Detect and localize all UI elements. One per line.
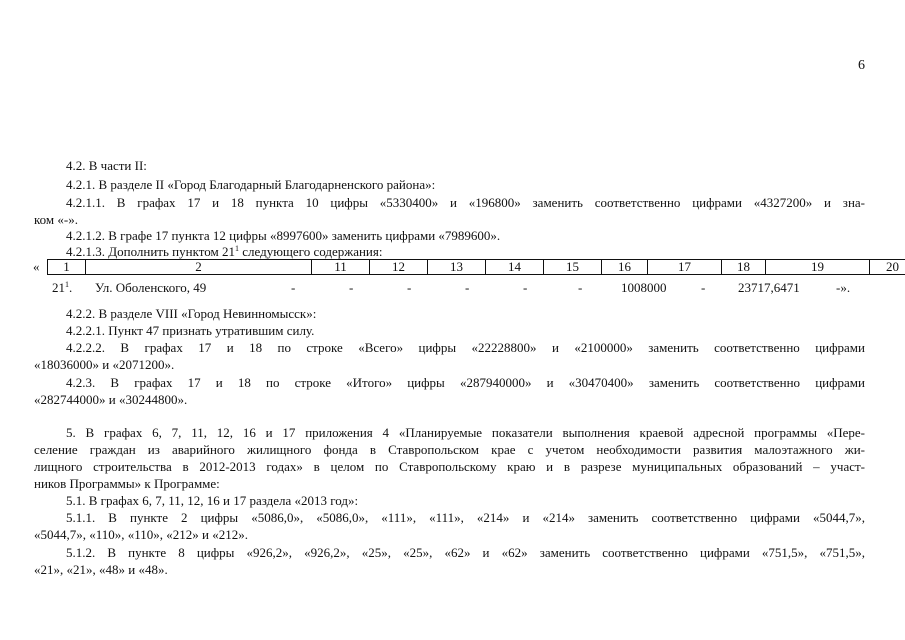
paragraph-5-line4: ников Программы» к Программе: (34, 476, 220, 491)
column-header: 16 (602, 260, 648, 275)
page-number: 6 (858, 58, 865, 73)
row-number: $21^1$. (52, 280, 73, 295)
column-header: 19 (766, 260, 870, 275)
column-header: 2 (86, 260, 312, 275)
paragraph-5-line3: лищного строительства в 2012-2013 годах» в целом по Ставропольскому краю и в разрезе муниципальных образований – участ- (34, 459, 865, 474)
paragraph-4-2-2: 4.2.2. В разделе VIII «Город Невинномысск»: (66, 306, 317, 321)
paragraph-4-2-1-2: 4.2.1.2. В графе 17 пункта 12 цифры «8997600» заменить цифрами «7989600». (66, 228, 501, 243)
table-open-quote: « (33, 259, 40, 274)
paragraph-4-2-3-line1: 4.2.3. В графах 17 и 18 по строке «Итого» цифры «287940000» и «30470400» заменить соответственно цифрами (66, 375, 865, 390)
cell-col-16: - (578, 280, 583, 295)
column-number-header-table (47, 259, 905, 275)
column-header: 12 (370, 260, 428, 275)
paragraph-5-1-1-line2: «5044,7», «110», «110», «212» и «212». (34, 527, 248, 542)
paragraph-5-1-2-line1: 5.1.2. В пункте 8 цифры «926,2», «926,2», «25», «25», «62» и «62» заменить соответственно цифрами «751,5», «751,5», (66, 545, 865, 560)
column-header: 17 (648, 260, 722, 275)
paragraph-5-1: 5.1. В графах 6, 7, 11, 12, 16 и 17 раздела «2013 год»: (66, 493, 359, 508)
cell-col-13: - (407, 280, 412, 295)
cell-col-20: -». (836, 280, 851, 295)
paragraph-5-line2: селение граждан из аварийного жилищного фонда в Ставропольском крае с учетом необходимости развития малоэтажного жи- (34, 442, 865, 457)
column-header: 15 (544, 260, 602, 275)
cell-col-18: - (701, 280, 706, 295)
column-header: 1 (48, 260, 86, 275)
paragraph-4-2-3-line2: «282744000» и «30244800». (34, 392, 188, 407)
paragraph-4-2-1-3 (34, 243, 865, 260)
table-header-row (48, 260, 905, 275)
paragraph-4-2-2-2-line1: 4.2.2.2. В графах 17 и 18 по строке «Всего» цифры «22228800» и «2100000» заменить соответственно цифрами (66, 340, 865, 355)
superscript: 1 (65, 280, 69, 289)
column-header: 11 (312, 260, 370, 275)
cell-col-19: 23717,6471 (738, 280, 800, 295)
cell-col-15: - (523, 280, 528, 295)
row-address: Ул. Оболенского, 49 (95, 280, 207, 295)
paragraph-4-2-1-3-tail: следующего содержания: (238, 244, 383, 259)
column-header: 14 (486, 260, 544, 275)
paragraph-5-line1: 5. В графах 6, 7, 11, 12, 16 и 17 приложения 4 «Планируемые показатели выполнения краевой адресной программы «Пере- (66, 425, 865, 440)
cell-col-12: - (349, 280, 354, 295)
paragraph-4-2-2-2-line2: «18036000» и «2071200». (34, 357, 175, 372)
column-header: 18 (722, 260, 766, 275)
paragraph-4-2: 4.2. В части II: (66, 158, 147, 173)
cell-col-14: - (465, 280, 470, 295)
paragraph-4-2-1-1-line1: 4.2.1.1. В графах 17 и 18 пункта 10 цифры «5330400» и «196800» заменить соответственно цифрами «4327200» и зна- (66, 195, 865, 210)
paragraph-5-1-2-line2: «21», «21», «48» и «48». (34, 562, 168, 577)
column-header: 20 (870, 260, 905, 275)
paragraph-5-1-1-line1: 5.1.1. В пункте 2 цифры «5086,0», «5086,0», «111», «111», «214» и «214» заменить соответственно цифрами «5044,7», (66, 510, 865, 525)
cell-col-17: 1008000 (621, 280, 667, 295)
table-data-row (0, 279, 905, 296)
paragraph-4-2-1: 4.2.1. В разделе II «Город Благодарный Благодарненского района»: (66, 177, 436, 192)
paragraph-4-2-1-1-line2: ком «-». (34, 212, 78, 227)
cell-col-11: - (291, 280, 296, 295)
paragraph-4-2-2-1: 4.2.2.1. Пункт 47 признать утратившим силу. (66, 323, 315, 338)
superscript: 1 (234, 244, 239, 253)
column-header: 13 (428, 260, 486, 275)
paragraph-4-2-1-3-text: 4.2.1.3. Дополнить пунктом 21 (66, 244, 235, 259)
